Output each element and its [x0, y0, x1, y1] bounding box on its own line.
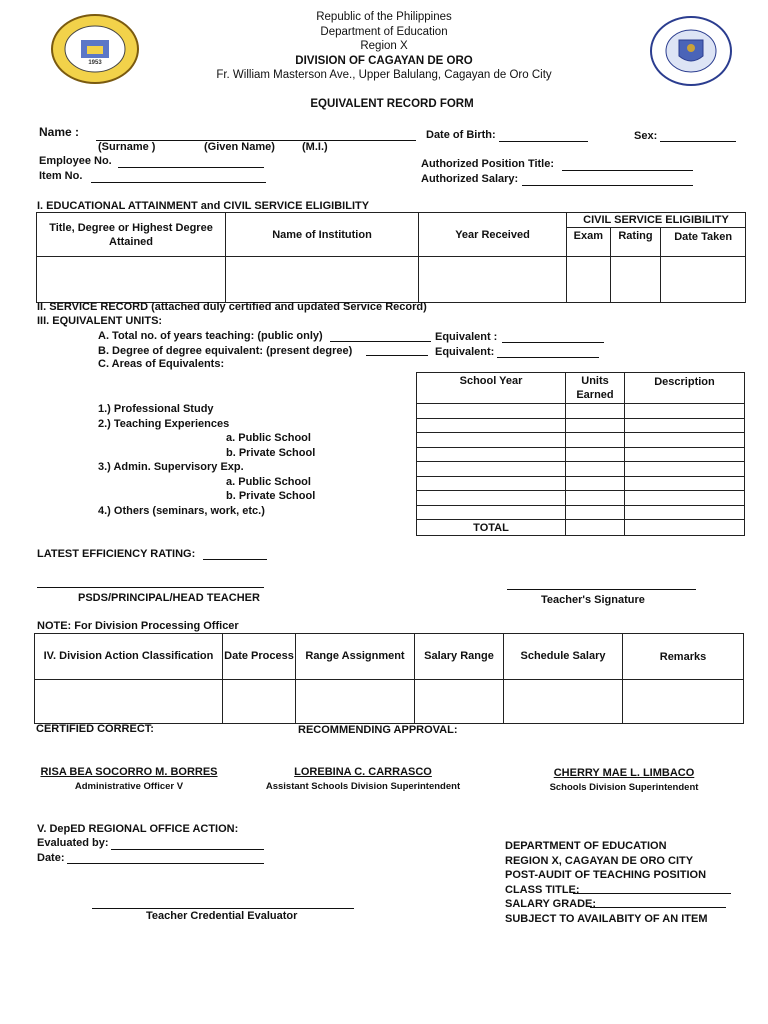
others: 4.) Others (seminars, work, etc.) [98, 504, 265, 517]
entry-salary-range[interactable] [415, 680, 504, 724]
header-line-1: Republic of the Philippines [316, 11, 452, 23]
division-action-table [34, 633, 744, 724]
row-cell[interactable] [625, 448, 745, 462]
row-cell[interactable] [566, 404, 625, 419]
col-exam: Exam [567, 228, 611, 257]
recommending-approval: RECOMMENDING APPROVAL: [298, 724, 458, 736]
col-school-year: School Year [417, 373, 566, 404]
entry-institution[interactable] [226, 257, 419, 303]
admin-public: a. Public School [226, 475, 311, 488]
entry-exam[interactable] [567, 257, 611, 303]
item-b-line[interactable] [366, 355, 428, 356]
official-1-title: Administrative Officer V [74, 781, 184, 792]
row-cell[interactable] [625, 433, 745, 448]
date-line[interactable] [67, 863, 264, 864]
col-division-action: IV. Division Action Classification [35, 634, 223, 680]
name-label: Name : [39, 125, 80, 139]
total-units[interactable] [566, 520, 625, 536]
evaluator-caption: Teacher Credential Evaluator [146, 910, 298, 922]
row-cell[interactable] [625, 491, 745, 506]
teacher-signature-caption: Teacher's Signature [541, 594, 645, 606]
postaudit-line-3: POST-AUDIT OF TEACHING POSITION [505, 869, 707, 881]
division-address: Fr. William Masterson Ave., Upper Balulang, Cagayan de Oro City [216, 69, 552, 81]
item-b-eq-line[interactable] [497, 357, 599, 358]
date-label: Date: [37, 852, 65, 864]
division-name: DIVISION OF CAGAYAN DE ORO [295, 54, 473, 67]
col-year-received: Year Received [419, 213, 567, 257]
class-title-line[interactable] [573, 893, 731, 894]
section-2-title: II. SERVICE RECORD (attached duly certified and updated Service Record) [37, 301, 427, 313]
admin-private: b. Private School [226, 490, 316, 502]
certified-correct: CERTIFIED CORRECT: [36, 723, 154, 735]
col-date-process: Date Process [223, 634, 296, 680]
auth-position-line[interactable] [562, 170, 693, 171]
admin-supervisory: 3.) Admin. Supervisory Exp. [98, 461, 244, 473]
equivalents-table [416, 372, 745, 536]
dob-label: Date of Birth: [426, 129, 496, 141]
item-a-eq-line[interactable] [502, 342, 604, 343]
mi-caption: (M.I.) [302, 141, 328, 153]
efficiency-label: LATEST EFFICIENCY RATING: [37, 548, 196, 560]
surname-caption: (Surname ) [98, 141, 156, 153]
col-civil-service: CIVIL SERVICE ELIGIBILITY [567, 213, 746, 228]
col-institution: Name of Institution [226, 213, 419, 257]
col-salary-range: Salary Range [415, 634, 504, 680]
row-cell[interactable] [625, 419, 745, 433]
efficiency-line[interactable] [203, 559, 267, 560]
education-table [36, 212, 746, 303]
header-line-2: Department of Education [320, 25, 448, 38]
row-cell[interactable] [566, 477, 625, 491]
dob-line[interactable] [499, 141, 588, 142]
col-range-assignment: Range Assignment [296, 634, 415, 680]
division-note: NOTE: For Division Processing Officer [37, 620, 239, 632]
entry-rating[interactable] [610, 257, 661, 303]
col-description: Description [625, 373, 745, 404]
official-3-name: CHERRY MAE L. LIMBACO [553, 767, 695, 779]
official-2-name: LOREBINA C. CARRASCO [294, 766, 432, 778]
row-cell[interactable] [625, 462, 745, 477]
item-a-line[interactable] [330, 341, 431, 342]
col-remarks: Remarks [623, 634, 744, 680]
teaching-experiences: 2.) Teaching Experiences [98, 417, 230, 430]
row-cell[interactable] [417, 448, 566, 462]
row-cell[interactable] [417, 506, 566, 520]
col-date-taken: Date Taken [661, 228, 746, 257]
official-1-name: RISA BEA SOCORRO M. BORRES [40, 766, 218, 778]
col-units-earned: Units Earned [566, 373, 625, 404]
official-3-title: Schools Division Superintendent [549, 782, 699, 793]
salary-grade-label: SALARY GRADE: [505, 898, 597, 910]
psds-caption: PSDS/PRINCIPAL/HEAD TEACHER [78, 592, 260, 604]
item-b-label: B. Degree of degree equivalent: (present degree) [98, 345, 353, 357]
entry-date-taken[interactable] [661, 257, 746, 303]
auth-salary-label: Authorized Salary: [421, 173, 519, 185]
row-cell[interactable] [566, 491, 625, 506]
teaching-public: a. Public School [226, 432, 311, 444]
row-cell[interactable] [566, 506, 625, 520]
entry-date-process[interactable] [223, 680, 296, 724]
entry-range-assignment[interactable] [296, 680, 415, 724]
item-a-equivalent: Equivalent : [435, 331, 498, 343]
evaluator-signature-line[interactable] [92, 908, 354, 909]
employee-no-label: Employee No. [39, 155, 112, 167]
row-cell[interactable] [417, 404, 566, 419]
entry-year[interactable] [419, 257, 567, 303]
row-cell[interactable] [566, 448, 625, 462]
row-cell[interactable] [625, 477, 745, 491]
item-no-line[interactable] [91, 182, 266, 183]
entry-schedule-salary[interactable] [504, 680, 623, 724]
salary-grade-line[interactable] [590, 907, 726, 908]
item-b-equivalent: Equivalent: [435, 346, 495, 358]
total-description[interactable] [625, 520, 745, 536]
col-rating: Rating [610, 228, 661, 257]
item-a-label: A. Total no. of years teaching: (public only) [98, 330, 323, 342]
postaudit-line-1: DEPARTMENT OF EDUCATION [505, 840, 667, 852]
section-3-title: III. EQUIVALENT UNITS: [37, 315, 163, 327]
entry-division-action[interactable] [35, 680, 223, 724]
row-cell[interactable] [417, 433, 566, 448]
row-cell[interactable] [417, 477, 566, 491]
evaluated-by-label: Evaluated by: [37, 837, 109, 849]
teacher-signature-line[interactable] [507, 589, 696, 590]
row-cell[interactable] [417, 462, 566, 477]
entry-remarks[interactable] [623, 680, 744, 724]
employee-no-line[interactable] [118, 167, 264, 168]
postaudit-line-6: SUBJECT TO AVAILABITY OF AN ITEM [505, 912, 708, 925]
row-cell[interactable] [566, 462, 625, 477]
auth-position-label: Authorized Position Title: [421, 158, 555, 170]
section-1-title: I. EDUCATIONAL ATTAINMENT and CIVIL SERVICE ELIGIBILITY [37, 200, 370, 212]
postaudit-line-2: REGION X, CAGAYAN DE ORO CITY [505, 854, 694, 867]
auth-salary-line[interactable] [522, 185, 693, 186]
item-c-label: C. Areas of Equivalents: [98, 358, 225, 370]
section-5-title: V. DepED REGIONAL OFFICE ACTION: [37, 823, 239, 835]
psds-signature-line[interactable] [37, 587, 264, 588]
total-label: TOTAL [417, 520, 566, 536]
header-line-3: Region X [360, 40, 408, 52]
row-cell[interactable] [566, 419, 625, 433]
seal-year: 1953 [88, 60, 102, 66]
given-name-caption: (Given Name) [204, 141, 275, 153]
col-title-degree: Title, Degree or Highest Degree Attained [37, 213, 226, 257]
sex-label: Sex: [634, 130, 658, 142]
row-cell[interactable] [566, 433, 625, 448]
class-title-label: CLASS TITLE: [505, 883, 580, 896]
form-title: EQUIVALENT RECORD FORM [310, 98, 474, 110]
teaching-private: b. Private School [226, 446, 316, 459]
col-schedule-salary: Schedule Salary [504, 634, 623, 680]
entry-title[interactable] [37, 257, 226, 303]
row-cell[interactable] [417, 491, 566, 506]
row-cell[interactable] [625, 404, 745, 419]
sex-line[interactable] [660, 141, 736, 142]
row-cell[interactable] [417, 419, 566, 433]
evaluated-by-line[interactable] [111, 849, 264, 850]
official-2-title: Assistant Schools Division Superintendent [265, 781, 461, 792]
row-cell[interactable] [625, 506, 745, 520]
item-no-label: Item No. [39, 170, 83, 182]
professional-study: 1.) Professional Study [98, 403, 214, 415]
